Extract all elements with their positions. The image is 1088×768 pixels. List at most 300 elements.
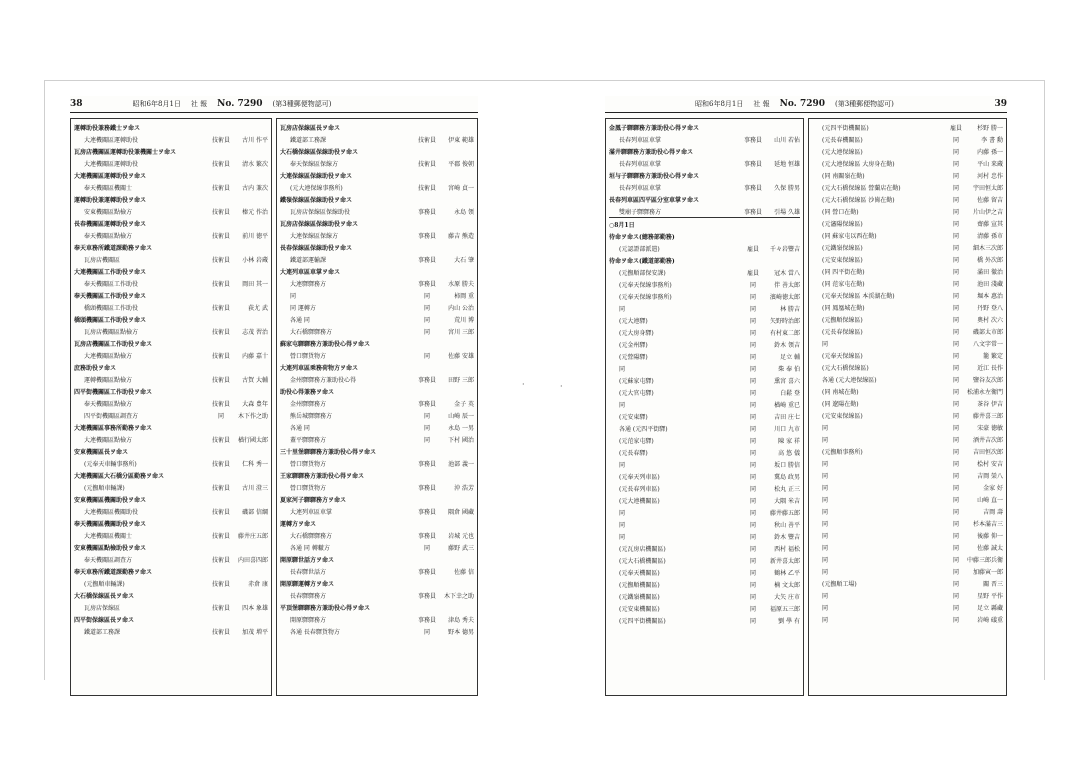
- person-name: 冀島 政男: [774, 473, 800, 481]
- rank-label: 同: [423, 436, 430, 444]
- appointment-row: [609, 494, 800, 506]
- person-name: 齋藤 宣其: [977, 220, 1003, 228]
- appointment-row: [812, 301, 1003, 313]
- post-name: 同: [619, 305, 626, 313]
- order-heading: [74, 313, 268, 325]
- rank-label: 事務員: [417, 508, 436, 516]
- order-heading: [280, 241, 474, 253]
- appointment-row: [74, 481, 268, 493]
- rank-label: 同: [952, 196, 959, 204]
- post-name: 王家驛驛務方兼助役心得ヲ命ス: [280, 472, 365, 480]
- appointment-row: [280, 253, 474, 265]
- appointment-row: [609, 386, 800, 398]
- post-name: 奉天機關區工作助役: [84, 280, 139, 288]
- appointment-row: [74, 373, 268, 385]
- order-heading: [74, 469, 268, 481]
- post-name: 大連保線區保線方: [290, 232, 339, 240]
- person-name: 楠 文太郎: [774, 581, 800, 589]
- order-heading: [280, 601, 474, 613]
- person-name: 楢崎 重已: [774, 401, 800, 409]
- rank-label: 同: [952, 580, 959, 588]
- person-name: 平山 来蔵: [977, 160, 1003, 168]
- appointment-row: [609, 614, 800, 626]
- person-name: 松丸 正三: [774, 485, 800, 493]
- post-name: 同: [822, 604, 829, 612]
- person-name: 荒川 博: [454, 316, 474, 324]
- post-name: 大連機關區運轉助役ヲ命ス: [74, 172, 147, 180]
- person-name: 近江 長作: [977, 364, 1003, 372]
- post-name: 同: [290, 292, 297, 300]
- person-name: 吉岡 壽: [983, 508, 1003, 516]
- appointment-row: [812, 289, 1003, 301]
- rank-label: 技術員: [211, 508, 230, 516]
- appointment-row: [280, 625, 474, 637]
- rank-label: 事務員: [417, 280, 436, 288]
- post-name: (同 營口在勤): [822, 208, 859, 216]
- person-name: 鹽谷友次郎: [972, 376, 1003, 384]
- appointment-row: [74, 577, 268, 589]
- post-name: (元金州驛): [619, 341, 648, 349]
- person-name: 大森 豊年: [242, 400, 268, 408]
- appointment-row: [74, 325, 268, 337]
- rank-label: 同: [423, 328, 430, 336]
- person-name: 細木三次郎: [972, 244, 1003, 252]
- post-name: (元范家屯驛): [619, 437, 654, 445]
- rank-label: 同: [952, 424, 959, 432]
- appointment-row: [609, 506, 800, 518]
- appointment-row: [812, 217, 1003, 229]
- appointment-row: [609, 242, 800, 254]
- rank-label: 同: [749, 305, 756, 313]
- rank-label: 同: [952, 532, 959, 540]
- appointment-row: [609, 422, 800, 434]
- person-name: 新井喜太郎: [769, 557, 800, 565]
- person-name: 足立 輔: [780, 353, 800, 361]
- post-name: 大連驛驛務方: [290, 280, 327, 288]
- post-name: 瓦房店機關區運轉助役兼機關士ヲ命ス: [74, 148, 177, 156]
- rank-label: 技術員: [211, 352, 230, 360]
- post-name: 各通 同: [290, 424, 310, 432]
- post-name: 同: [822, 616, 829, 624]
- post-name: 鐵道部工務課: [84, 628, 121, 636]
- post-name: 運轉助役兼運轉助役ヲ命ス: [74, 196, 147, 204]
- person-name: 茶谷 伊吉: [977, 400, 1003, 408]
- order-heading: [280, 193, 474, 205]
- rank-label: 同: [952, 460, 959, 468]
- person-name: 鶴林 乙平: [774, 569, 800, 577]
- post-name: 同: [822, 532, 829, 540]
- post-name: (元安東保線區): [822, 412, 863, 420]
- person-name: 野本 德男: [448, 628, 474, 636]
- post-name: (元撫順機關區): [619, 581, 660, 589]
- person-name: 奧村 次六: [977, 316, 1003, 324]
- post-name: 大石橋驛驛務方: [290, 532, 333, 540]
- post-name: 助役心得兼務ヲ命ス: [280, 388, 335, 396]
- post-name: (元奉天車輛事務所): [84, 460, 137, 468]
- person-name: 内藤 嘉十: [242, 352, 268, 360]
- person-name: 吉田恒次郎: [972, 448, 1003, 456]
- rank-label: 同: [749, 473, 756, 481]
- appointment-row: [609, 434, 800, 446]
- person-name: 永島 領: [454, 208, 474, 216]
- appointment-row: [280, 289, 474, 301]
- order-heading: [74, 385, 268, 397]
- post-name: 同: [822, 424, 829, 432]
- left-page: [70, 96, 478, 696]
- header-note: (第3種郵便物認可): [272, 100, 332, 108]
- person-name: 宇田恒太郎: [972, 184, 1003, 192]
- appointment-row: [812, 529, 1003, 541]
- post-name: 大連保線區保線助役ヲ命ス: [280, 172, 353, 180]
- rank-label: 技術員: [211, 628, 230, 636]
- post-name: (同 四平街在勤): [822, 268, 865, 276]
- post-name: 鐵道部運輸課: [290, 256, 327, 264]
- person-name: 大石 肇: [454, 256, 474, 264]
- person-name: 荻尤 武: [248, 304, 268, 312]
- rank-label: 同: [952, 412, 959, 420]
- post-name: 瓦房店機關區工作助役ヲ命ス: [74, 340, 153, 348]
- person-name: 志茂 習治: [242, 328, 268, 336]
- rank-label: 同: [952, 388, 959, 396]
- header-date: 昭和6年8月1日: [695, 100, 744, 108]
- person-name: 矢野時治郎: [769, 317, 800, 325]
- post-name: 奉天車務所鐵道課勤務ヲ命ス: [74, 568, 153, 576]
- person-name: 山崎 辰一: [448, 412, 474, 420]
- post-name: 長春列車區車掌: [619, 160, 662, 168]
- appointment-row: [812, 121, 1003, 133]
- person-name: 陳 家 祥: [778, 437, 800, 445]
- person-name: 下村 國治: [448, 436, 474, 444]
- post-name: 瓦房店保線區保線助役: [290, 208, 351, 216]
- order-heading: [74, 421, 268, 433]
- person-name: 柴 奉 伯: [778, 365, 800, 373]
- rank-label: 事務員: [417, 208, 436, 216]
- post-name: (元大連保線區 大房身在勤): [822, 160, 895, 168]
- post-name: 平頂堡驛驛務方兼助役心得ヲ命ス: [280, 604, 371, 612]
- appointment-row: [812, 181, 1003, 193]
- person-name: 中藤三郎兵衛: [967, 556, 1003, 564]
- post-name: 四平街機關區工作助役ヲ命ス: [74, 388, 153, 396]
- post-name: (元大石橋保線區 沙崗在勤): [822, 196, 895, 204]
- appointment-row: [74, 529, 268, 541]
- post-name: 同: [619, 533, 626, 541]
- post-name: 熊岳城驛驛務方: [290, 412, 333, 420]
- person-name: 熏宮 喜六: [774, 377, 800, 385]
- post-name: 奉天保線區保線方: [290, 160, 339, 168]
- rank-label: 事務員: [417, 568, 436, 576]
- appointment-row: [74, 181, 268, 193]
- column-container: [70, 118, 478, 696]
- appointment-row: [812, 361, 1003, 373]
- page-number: 38: [70, 99, 83, 109]
- post-name: 同: [822, 484, 829, 492]
- appointment-row: [609, 410, 800, 422]
- post-name: 長春列車區車掌: [619, 136, 662, 144]
- person-name: 古内 兼次: [242, 184, 268, 192]
- appointment-row: [812, 253, 1003, 265]
- person-name: 池部 義一: [448, 460, 474, 468]
- rank-label: 同: [952, 364, 959, 372]
- person-name: 八文字常一: [972, 340, 1003, 348]
- person-name: 加藤寅一郎: [972, 568, 1003, 576]
- post-name: 奉天車務所鐵道課勤務ヲ命ス: [74, 244, 153, 252]
- header-paper: 社 報: [190, 100, 208, 108]
- appointment-row: [280, 541, 474, 553]
- person-name: 池田 淺藏: [977, 280, 1003, 288]
- post-name: (元鐵嶺機關區): [619, 593, 660, 601]
- rank-label: 技術員: [211, 484, 230, 492]
- appointment-row: [74, 397, 268, 409]
- post-name: (元四平街機關區): [619, 617, 666, 625]
- post-name: (元撫順車輛課): [84, 580, 125, 588]
- post-name: 同: [822, 340, 829, 348]
- appointment-row: [609, 590, 800, 602]
- post-name: 金鳳子驛驛務方兼助役心得ヲ命ス: [609, 124, 700, 132]
- post-name: 大連機關區運轉助役: [84, 136, 139, 144]
- person-name: 藤井庄五郎: [237, 532, 268, 540]
- order-heading: [74, 217, 268, 229]
- post-name: 奉天機關區機關士: [84, 184, 133, 192]
- person-name: 高 悠 儀: [778, 449, 800, 457]
- post-name: (元大連驛): [619, 317, 648, 325]
- appointment-row: [812, 241, 1003, 253]
- person-name: 白鬆 登: [780, 389, 800, 397]
- post-name: 運轉機關區點檢方: [84, 376, 133, 384]
- person-name: 星野 平作: [977, 592, 1003, 600]
- rank-label: 同: [952, 592, 959, 600]
- post-name: 大石橋保線區保線助役ヲ命ス: [280, 148, 359, 156]
- appointment-row: [812, 337, 1003, 349]
- appointment-row: [609, 554, 800, 566]
- post-name: 長春列車區車掌: [619, 184, 662, 192]
- post-name: (元長春驛): [619, 449, 648, 457]
- person-name: 内山 公治: [448, 304, 474, 312]
- rank-label: 同: [952, 352, 959, 360]
- appointment-row: [280, 589, 474, 601]
- appointment-row: [812, 493, 1003, 505]
- header-paper: 社 報: [753, 100, 770, 108]
- rank-label: 同: [423, 352, 430, 360]
- appointment-row: [812, 421, 1003, 433]
- person-name: 沖 浩芳: [454, 484, 474, 492]
- appointment-row: [280, 409, 474, 421]
- rank-label: 事務員: [417, 532, 436, 540]
- person-name: 劉 學 有: [778, 617, 800, 625]
- appointment-row: [74, 349, 268, 361]
- order-heading: [280, 217, 474, 229]
- rank-label: 同: [749, 461, 756, 469]
- rank-label: 技術員: [211, 208, 230, 216]
- post-name: 大連機關區工作助役ヲ命ス: [74, 268, 147, 276]
- appointment-row: [280, 325, 474, 337]
- page-number: 39: [994, 99, 1007, 109]
- person-name: 磯部 信綱: [242, 508, 268, 516]
- appointment-row: [280, 397, 474, 409]
- person-name: 前川 徳平: [242, 232, 268, 240]
- post-name: 各通 (元四平街驛): [619, 425, 668, 433]
- person-name: 清藤 孫市: [977, 232, 1003, 240]
- appointment-row: [812, 553, 1003, 565]
- post-name: (元奉天列車區): [619, 473, 660, 481]
- appointment-row: [812, 613, 1003, 625]
- person-name: 佐藤 安雄: [448, 352, 474, 360]
- appointment-row: [74, 457, 268, 469]
- post-name: 同: [822, 520, 829, 528]
- appointment-row: [609, 133, 800, 145]
- appointment-row: [280, 565, 474, 577]
- appointment-row: [280, 205, 474, 217]
- rank-label: 技術員: [211, 400, 230, 408]
- header-issue: No. 7290: [779, 99, 825, 109]
- post-name: 同: [822, 508, 829, 516]
- post-name: (元大房身驛): [619, 329, 654, 337]
- appointment-row: [74, 229, 268, 241]
- appointment-row: [812, 193, 1003, 205]
- person-name: 丹野 登八: [977, 304, 1003, 312]
- rank-label: 事務員: [417, 616, 436, 624]
- post-name: 金州驛驛務方兼助役心得: [290, 376, 357, 384]
- appointment-row: [280, 349, 474, 361]
- appointment-row: [609, 326, 800, 338]
- post-name: 四平街機關區調査方: [84, 412, 139, 420]
- post-name: (元奉天保線區): [822, 352, 863, 360]
- post-name: 開原驛運轉方ヲ命ス: [280, 580, 335, 588]
- appointment-row: [280, 373, 474, 385]
- post-name: (元撫順車輛課): [84, 484, 125, 492]
- order-heading: [609, 230, 800, 242]
- appointment-row: [812, 505, 1003, 517]
- text-column: [808, 118, 1007, 696]
- rank-label: 同: [952, 220, 959, 228]
- order-heading: [280, 469, 474, 481]
- fold-mark: ·: [522, 380, 525, 389]
- person-name: 濱崎徳太郎: [769, 293, 800, 301]
- appointment-row: [280, 421, 474, 433]
- post-name: (元奉天機關區): [619, 569, 660, 577]
- appointment-row: [280, 529, 474, 541]
- post-name: 各通 同: [290, 316, 310, 324]
- rank-label: 同: [952, 472, 959, 480]
- rank-label: 同: [952, 316, 959, 324]
- person-name: 滿田 徹治: [977, 268, 1003, 276]
- order-heading: [280, 553, 474, 565]
- rank-label: 同: [749, 293, 756, 301]
- appointment-row: [609, 181, 800, 193]
- order-heading: [280, 361, 474, 373]
- post-name: 大連機關區運轉助役: [84, 160, 139, 168]
- rank-label: 雇員: [746, 245, 759, 253]
- post-name: 營口驛貨物方: [290, 460, 327, 468]
- appointment-row: [74, 253, 268, 265]
- rank-label: 同: [952, 568, 959, 576]
- order-heading: [609, 145, 800, 157]
- rank-label: 同: [749, 329, 756, 337]
- order-heading: [74, 289, 268, 301]
- appointment-row: [280, 157, 474, 169]
- rank-label: 技術員: [417, 184, 436, 192]
- appointment-row: [812, 325, 1003, 337]
- person-name: 柿岡 重: [454, 292, 474, 300]
- person-name: 岡田 其一: [242, 280, 268, 288]
- rank-label: 技術員: [211, 256, 230, 264]
- appointment-row: [609, 458, 800, 470]
- rank-label: 技術員: [211, 436, 230, 444]
- appointment-row: [280, 457, 474, 469]
- rank-label: 事務員: [417, 592, 436, 600]
- rank-label: 技術員: [211, 532, 230, 540]
- order-heading: [74, 493, 268, 505]
- post-name: (元大石橋機關區): [619, 557, 666, 565]
- order-heading: [74, 541, 268, 553]
- post-name: (元四平街機關區): [822, 124, 869, 132]
- appointment-row: [609, 542, 800, 554]
- text-column: [276, 118, 478, 696]
- rank-label: 技術員: [211, 376, 230, 384]
- rank-label: 技術員: [417, 136, 436, 144]
- post-name: (元撫順工場): [822, 580, 857, 588]
- rank-label: 同: [749, 569, 756, 577]
- person-name: 引場 久雄: [774, 208, 800, 216]
- rank-label: 同: [952, 304, 959, 312]
- rank-label: 技術員: [211, 304, 230, 312]
- rank-label: 事務員: [743, 208, 762, 216]
- appointment-row: [74, 625, 268, 637]
- rank-label: 同: [952, 172, 959, 180]
- post-name: 大連機關區機關助役: [84, 508, 139, 516]
- person-name: 橋 外次郎: [977, 256, 1003, 264]
- person-name: 内藤 孫一: [977, 148, 1003, 156]
- post-name: (元安東驛): [619, 413, 648, 421]
- person-name: 木下幸之助: [443, 592, 474, 600]
- appointment-row: [812, 229, 1003, 241]
- person-name: 金家 好: [983, 484, 1003, 492]
- page-header: [605, 96, 1007, 113]
- person-name: 久保 勝男: [774, 184, 800, 192]
- appointment-row: [812, 277, 1003, 289]
- person-name: 平郡 俊朝: [448, 160, 474, 168]
- post-name: 待命ヲ命ス(鐵道部勤務): [609, 257, 675, 265]
- rank-label: 同: [952, 160, 959, 168]
- post-name: (元撫順部保安課): [619, 269, 666, 277]
- person-name: 宮川 三郎: [448, 328, 474, 336]
- post-name: (元鐵嶺保線區): [822, 244, 863, 252]
- rank-label: 同: [952, 148, 959, 156]
- post-name: 同: [619, 521, 626, 529]
- post-name: 運轉方ヲ命ス: [280, 520, 317, 528]
- appointment-row: [812, 541, 1003, 553]
- rank-label: 同: [749, 545, 756, 553]
- rank-label: 同: [952, 448, 959, 456]
- post-name: 奉天機關區調査方: [84, 556, 133, 564]
- person-name: 杉本滿吉三: [972, 520, 1003, 528]
- post-name: 同: [619, 401, 626, 409]
- person-name: 木下作之助: [237, 412, 268, 420]
- person-name: 岩崎 礒重: [977, 616, 1003, 624]
- post-name: (元撫順事務所): [822, 448, 863, 456]
- appointment-row: [280, 277, 474, 289]
- person-name: 小林 岩蔵: [242, 256, 268, 264]
- scan-border-right: [1044, 80, 1045, 680]
- appointment-row: [812, 517, 1003, 529]
- appointment-row: [609, 602, 800, 614]
- person-name: 關 晋三: [983, 580, 1003, 588]
- rank-label: 同: [952, 280, 959, 288]
- rank-label: 同: [749, 605, 756, 613]
- text-column: [605, 118, 804, 696]
- appointment-row: [609, 302, 800, 314]
- appointment-row: [74, 409, 268, 421]
- post-name: 同: [822, 496, 829, 504]
